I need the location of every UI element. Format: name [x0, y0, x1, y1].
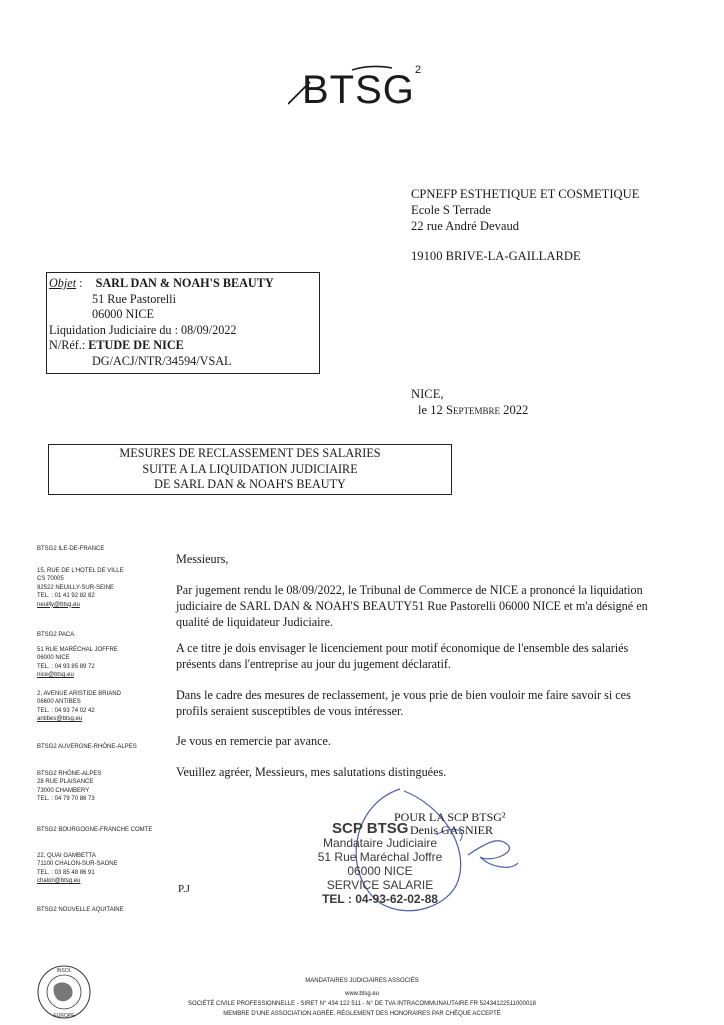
- btsg-logo: [288, 60, 438, 120]
- office-line: CS 70005: [37, 576, 64, 583]
- logo-superscript: 2: [415, 64, 422, 76]
- objet-ref-code: DG/ACJ/NTR/34594/VSAL: [92, 353, 232, 368]
- date-prefix: le 12: [418, 403, 446, 417]
- seal-bottom-text: EUROPE: [53, 1013, 75, 1019]
- paragraph-4: Je vous en remercie par avance.: [176, 734, 331, 748]
- office-heading-aura: BTSG2 AUVERGNE-RHÔNE-ALPES: [37, 744, 137, 750]
- office-heading-na: BTSG2 NOUVELLE AQUITAINE: [37, 907, 124, 913]
- footer-line-1: MANDATAIRES JUDICIAIRES ASSOCIÉS: [305, 978, 419, 984]
- place-date: [411, 386, 528, 418]
- objet-block: [49, 276, 274, 370]
- stamp-line-4: 06000 NICE: [347, 864, 413, 878]
- place-city: NICE,: [411, 387, 444, 401]
- subject-title-line-1: MESURES DE RECLASSEMENT DES SALARIES: [119, 446, 381, 460]
- office-line: 28 RUE PLAISANCE: [37, 779, 94, 786]
- office-address-antibes: [37, 690, 121, 724]
- subject-title-line-2: SUITE A LA LIQUIDATION JUDICIAIRE: [142, 461, 358, 476]
- office-line: 51 RUE MARÉCHAL JOFFRE: [37, 647, 118, 653]
- office-address-nice: [37, 646, 118, 680]
- insol-globe-icon: [36, 964, 92, 1020]
- recipient-line-3: 22 rue André Devaud: [411, 219, 520, 233]
- objet-separator: :: [76, 276, 86, 290]
- objet-ref-office: ETUDE DE NICE: [88, 338, 184, 353]
- recipient-line-1: CPNEFP ESTHETIQUE ET COSMETIQUE: [411, 187, 640, 201]
- stamp-line-6: TEL : 04-93-62-02-88: [322, 892, 438, 906]
- office-line: 06600 ANTIBES: [37, 699, 81, 706]
- office-email-link[interactable]: neuilly@btsg.eu: [37, 601, 80, 608]
- insol-europe-seal: [36, 964, 92, 1020]
- office-address-chambery: [37, 770, 101, 804]
- office-line: TEL. : 03 85 48 86 91: [37, 869, 95, 876]
- logo-text: BTSG: [302, 68, 415, 112]
- pj-label: P.J: [178, 883, 190, 895]
- office-address-neuilly: [37, 567, 124, 609]
- greeting: Messieurs,: [176, 552, 229, 566]
- office-line: 92522 NEUILLY-SUR-SEINE: [37, 584, 115, 591]
- date-month: Septembre: [445, 403, 500, 417]
- objet-company: SARL DAN & NOAH'S BEAUTY: [95, 276, 274, 290]
- office-heading-paca: BTSG2 PACA: [37, 632, 75, 638]
- recipient-city: 19100 BRIVE-LA-GAILLARDE: [411, 249, 581, 263]
- office-line: 15, RUE DE L'HOTEL DE VILLE: [37, 568, 124, 574]
- subject-title-line-3: DE SARL DAN & NOAH'S BEAUTY: [154, 477, 346, 491]
- office-heading-idf: BTSG2 ILE-DE-FRANCE: [37, 546, 105, 552]
- footer-line-3: SOCIÉTÉ CIVILE PROFESSIONNELLE - SIRET N° 434 122 511 - N° DE TVA INTRACOMMUNAUTAIRE FR 52434122511000018: [188, 1001, 536, 1007]
- office-line: 06000 NICE: [37, 655, 70, 662]
- paragraph-3: Dans le cadre des mesures de reclassement, je vous prie de bien vouloir me faire savoir si ces profils seraient susceptibles de vous intéresser.: [176, 688, 631, 718]
- stamp-line-2: Mandataire Judiciaire: [322, 836, 438, 850]
- paragraph-5: Veuillez agréer, Messieurs, mes salutations distinguées.: [176, 765, 447, 779]
- office-line: 2, AVENUE ARISTIDE BRIAND: [37, 691, 121, 697]
- objet-label: Objet: [49, 276, 77, 290]
- paragraph-2: A ce titre je dois envisager le licenciement pour motif économique de l'ensemble des salariés présents dans l'entreprise au jour du jugement déclaratif.: [176, 641, 629, 671]
- office-line: TEL. : 04 93 74 02 42: [37, 707, 95, 714]
- signature-line-1: POUR LA SCP BTSG²: [394, 810, 506, 824]
- recipient-line-2: Ecole S Terrade: [411, 203, 492, 217]
- footer-line-2[interactable]: www.btsg.eu: [344, 991, 380, 997]
- stamp-line-3: 51 Rue Maréchal Joffre: [317, 850, 443, 864]
- office-address-chalon: [37, 852, 118, 886]
- office-line: TEL. : 01 41 92 82 82: [37, 593, 95, 600]
- office-email-link[interactable]: nice@btsg.eu: [37, 672, 74, 679]
- date-year: 2022: [500, 403, 529, 417]
- office-line: 22, QUAI GAMBETTA: [37, 853, 96, 859]
- stamp-line-1: SCP BTSG: [332, 820, 409, 837]
- footer-line-4: MEMBRE D'UNE ASSOCIATION AGRÉE. RÈGLEMENT DES HONORAIRES PAR CHÈQUE ACCEPTÉ: [223, 1011, 501, 1017]
- objet-street: 51 Rue Pastorelli: [92, 291, 176, 306]
- office-line: 73000 CHAMBERY: [37, 787, 90, 794]
- office-email-link[interactable]: antibes@btsg.eu: [37, 716, 83, 723]
- recipient-address: [411, 186, 639, 264]
- office-line: BTSG2 RHÔNE-ALPES: [37, 771, 102, 777]
- subject-title-box: [48, 444, 452, 495]
- objet-ref-label: N/Réf.:: [49, 338, 86, 353]
- office-email-link[interactable]: chalon@btsg.eu: [37, 878, 81, 885]
- office-heading-bfc: BTSG2 BOURGOGNE-FRANCHE COMTE: [37, 827, 153, 833]
- company-stamp: [310, 822, 450, 906]
- objet-city: 06000 NICE: [92, 307, 154, 322]
- stamp-line-5: SERVICE SALARIE: [326, 878, 434, 892]
- office-line: TEL. : 04 79 70 86 73: [37, 796, 95, 803]
- signature-line-2: Denis GASNIER: [410, 823, 493, 837]
- seal-top-text: INSOL: [56, 968, 72, 974]
- objet-liquidation: Liquidation Judiciaire du : 08/09/2022: [49, 322, 237, 337]
- office-line: 71100 CHALON-SUR-SAONE: [37, 861, 118, 868]
- paragraph-1: Par jugement rendu le 08/09/2022, le Tribunal de Commerce de NICE a prononcé la liquidation judiciaire de SARL DAN & NOAH'S BEAUTY51 Rue Pastorelli 06000 NICE et m'a désigné en qualité de liquidateur Judiciaire.: [176, 583, 648, 629]
- office-line: TEL. : 04 93 85 89 72: [37, 663, 95, 670]
